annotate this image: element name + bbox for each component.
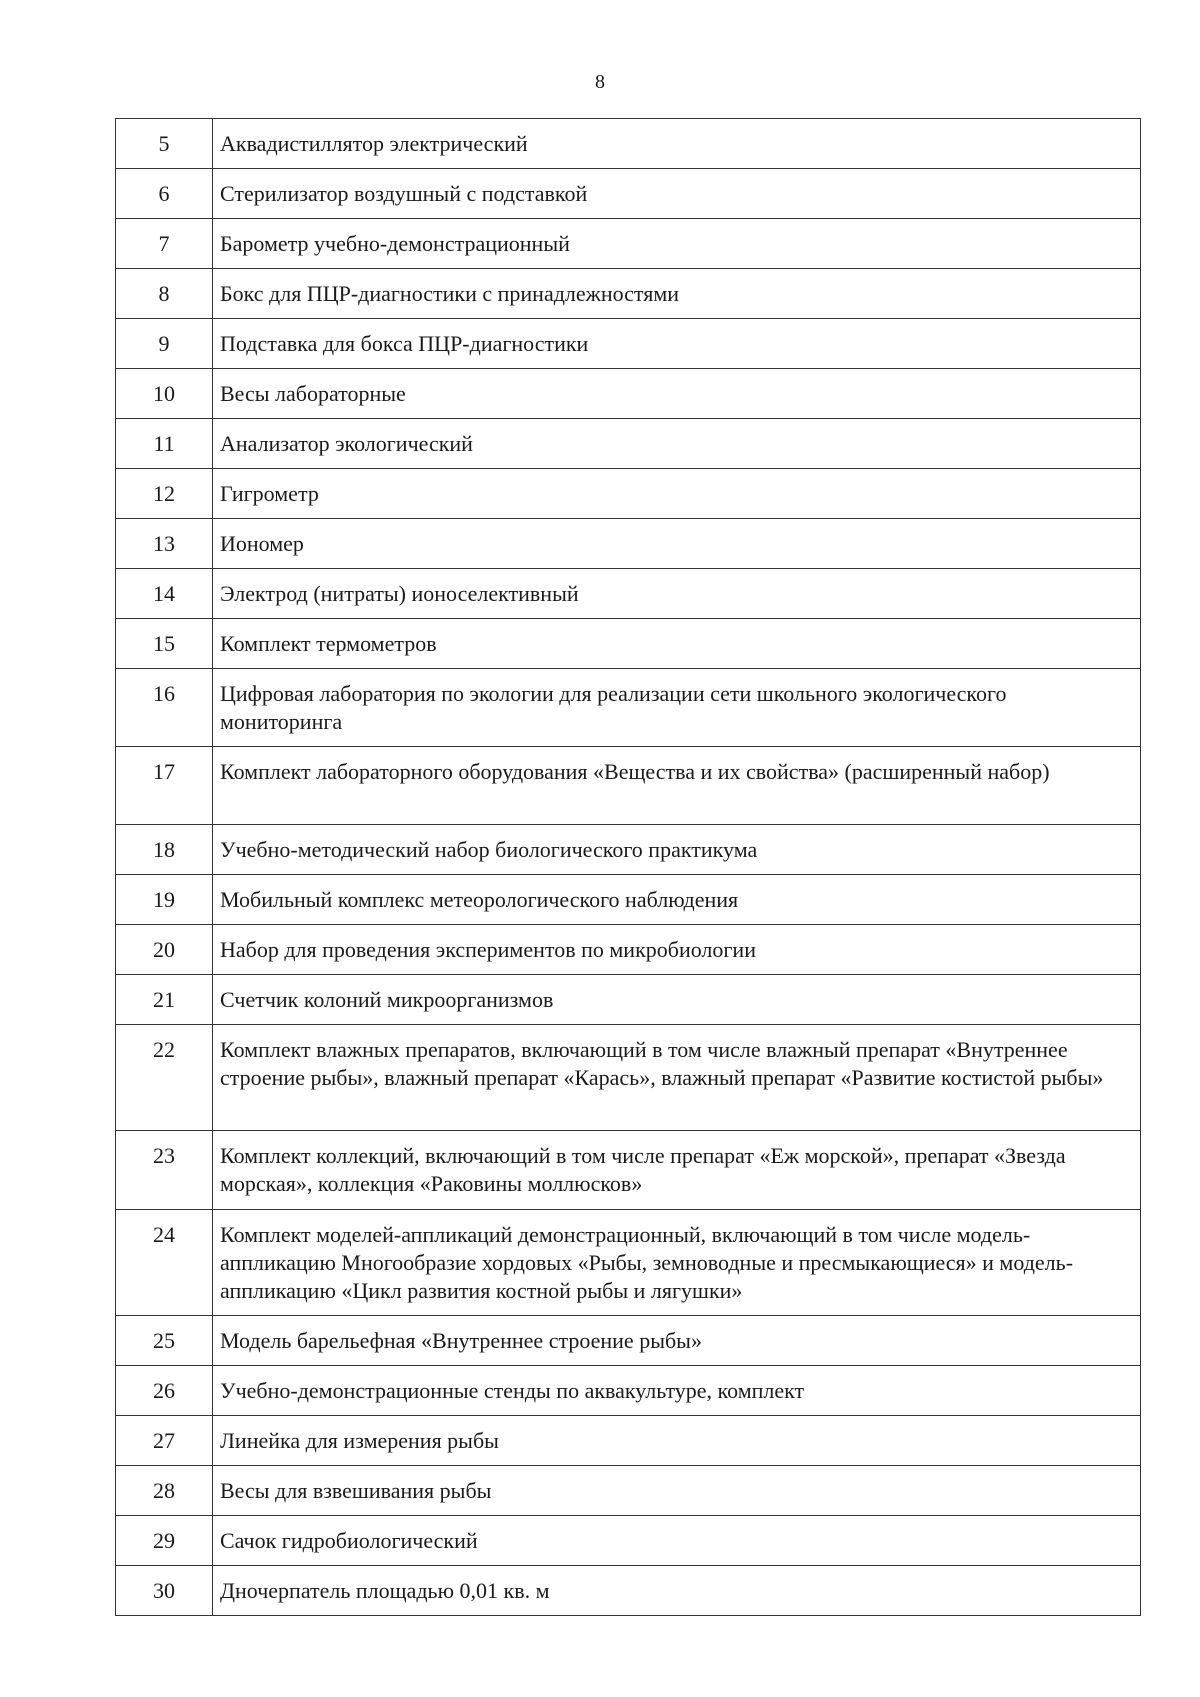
table-row [116, 1366, 1141, 1416]
item-name: Мобильный комплекс метеорологического наблюдения [213, 875, 1141, 925]
table-row [116, 875, 1141, 925]
item-name: Анализатор экологический [213, 419, 1141, 469]
item-name: Иономер [213, 519, 1141, 569]
item-name: Гигрометр [213, 469, 1141, 519]
item-name: Весы лабораторные [213, 369, 1141, 419]
table-row [116, 1025, 1141, 1131]
item-name: Комплект коллекций, включающий в том числе препарат «Еж морской», препарат «Звезда морская», коллекция «Раковины моллюсков» [213, 1131, 1141, 1210]
row-number: 22 [116, 1025, 213, 1131]
table-row [116, 1210, 1141, 1316]
row-number: 5 [116, 119, 213, 169]
table-row [116, 319, 1141, 369]
table-row [116, 1466, 1141, 1516]
row-number: 10 [116, 369, 213, 419]
table-row [116, 519, 1141, 569]
table-row [116, 619, 1141, 669]
row-number: 13 [116, 519, 213, 569]
row-number: 27 [116, 1416, 213, 1466]
table-row [116, 747, 1141, 825]
row-number: 29 [116, 1516, 213, 1566]
row-number: 17 [116, 747, 213, 825]
table-row [116, 975, 1141, 1025]
row-number: 9 [116, 319, 213, 369]
row-number: 14 [116, 569, 213, 619]
row-number: 21 [116, 975, 213, 1025]
item-name: Электрод (нитраты) ионоселективный [213, 569, 1141, 619]
item-name: Счетчик колоний микроорганизмов [213, 975, 1141, 1025]
row-number: 19 [116, 875, 213, 925]
item-name: Бокс для ПЦР-диагностики с принадлежностями [213, 269, 1141, 319]
row-number: 18 [116, 825, 213, 875]
table-row [116, 1416, 1141, 1466]
table-row [116, 669, 1141, 747]
row-number: 26 [116, 1366, 213, 1416]
item-name: Цифровая лаборатория по экологии для реализации сети школьного экологического мониторинга [213, 669, 1141, 747]
item-name: Сачок гидробиологический [213, 1516, 1141, 1566]
item-name: Учебно-демонстрационные стенды по аквакультуре, комплект [213, 1366, 1141, 1416]
table-row [116, 825, 1141, 875]
row-number: 15 [116, 619, 213, 669]
table-row [116, 925, 1141, 975]
table-row [116, 1316, 1141, 1366]
item-name: Стерилизатор воздушный с подставкой [213, 169, 1141, 219]
item-name: Аквадистиллятор электрический [213, 119, 1141, 169]
table-row [116, 419, 1141, 469]
item-name: Весы для взвешивания рыбы [213, 1466, 1141, 1516]
item-name: Комплект лабораторного оборудования «Вещества и их свойства» (расширенный набор) [213, 747, 1141, 825]
row-number: 20 [116, 925, 213, 975]
item-name: Набор для проведения экспериментов по микробиологии [213, 925, 1141, 975]
item-name: Дночерпатель площадью 0,01 кв. м [213, 1566, 1141, 1616]
row-number: 12 [116, 469, 213, 519]
item-name: Комплект моделей-аппликаций демонстрационный, включающий в том числе модель-аппликацию Многообразие хордовых «Рыбы, земноводные и пресмыкающиеся» и модель-аппликацию «Цикл развития костной рыбы и лягушки» [213, 1210, 1141, 1316]
equipment-table [115, 118, 1141, 1616]
item-name: Линейка для измерения рыбы [213, 1416, 1141, 1466]
row-number: 7 [116, 219, 213, 269]
table-row [116, 169, 1141, 219]
table-row [116, 569, 1141, 619]
table-row [116, 1566, 1141, 1616]
row-number: 30 [116, 1566, 213, 1616]
table-row [116, 1131, 1141, 1210]
row-number: 16 [116, 669, 213, 747]
row-number: 28 [116, 1466, 213, 1516]
row-number: 8 [116, 269, 213, 319]
row-number: 24 [116, 1210, 213, 1316]
table-row [116, 469, 1141, 519]
item-name: Подставка для бокса ПЦР-диагностики [213, 319, 1141, 369]
row-number: 11 [116, 419, 213, 469]
page-number: 8 [595, 71, 605, 93]
row-number: 6 [116, 169, 213, 219]
row-number: 25 [116, 1316, 213, 1366]
item-name: Учебно-методический набор биологического практикума [213, 825, 1141, 875]
table-row [116, 219, 1141, 269]
table-row [116, 1516, 1141, 1566]
item-name: Барометр учебно-демонстрационный [213, 219, 1141, 269]
row-number: 23 [116, 1131, 213, 1210]
item-name: Комплект термометров [213, 619, 1141, 669]
item-name: Комплект влажных препаратов, включающий в том числе влажный препарат «Внутреннее строение рыбы», влажный препарат «Карась», влажный препарат «Развитие костистой рыбы» [213, 1025, 1141, 1131]
table-row [116, 119, 1141, 169]
table-row [116, 369, 1141, 419]
table-row [116, 269, 1141, 319]
item-name: Модель барельефная «Внутреннее строение рыбы» [213, 1316, 1141, 1366]
